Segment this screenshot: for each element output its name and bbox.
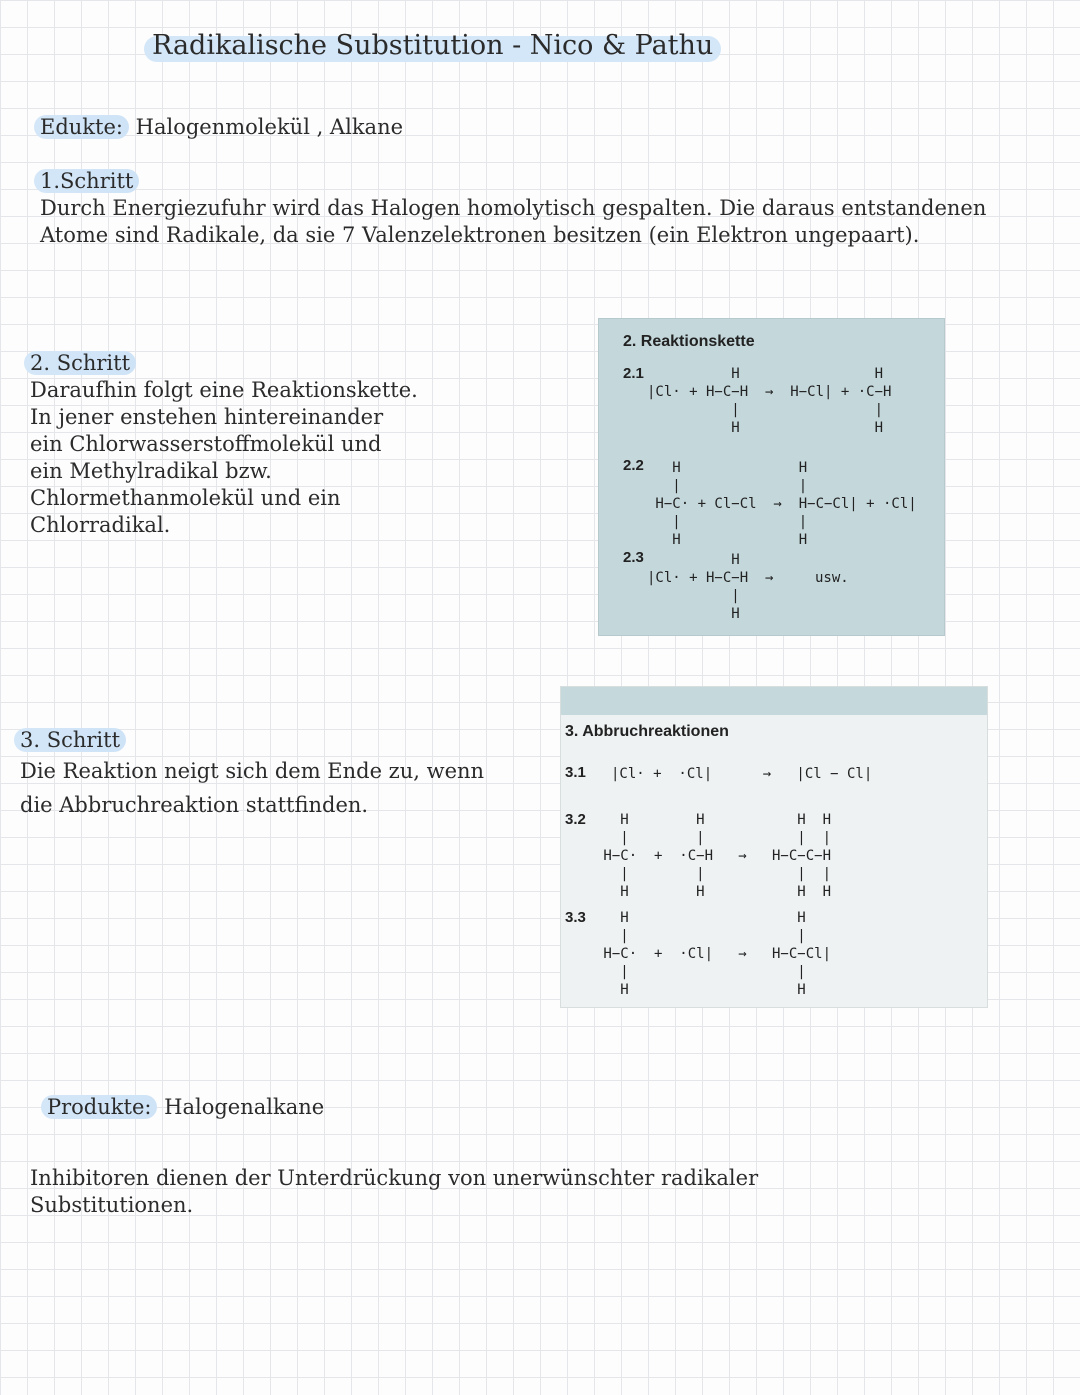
step2-heading: 2. Schritt bbox=[24, 351, 136, 375]
step-number: 3.1 bbox=[565, 764, 586, 781]
step-number: 2.3 bbox=[623, 549, 644, 566]
produkte-line bbox=[47, 1094, 324, 1121]
step2-line: ein Chlorwasserstoffmolekül und bbox=[30, 432, 382, 456]
equation-3-2: H H H H | | | | H−C· + ·C−H → H−C−C−H | | | | H H H H bbox=[603, 812, 832, 900]
usw-text: usw. bbox=[815, 570, 849, 586]
page-title-text: Radikalische Substitution - Nico & Pathu bbox=[152, 30, 714, 61]
step3-block bbox=[20, 727, 550, 822]
step1-block bbox=[40, 168, 1050, 249]
step2-line: ein Methylradikal bzw. bbox=[30, 459, 272, 483]
step-number: 2.2 bbox=[623, 457, 644, 474]
equation-2-2: H H | | H−C· + Cl−Cl → H−C−Cl| + ·Cl| | | H H bbox=[655, 460, 917, 548]
edukte-label: Edukte: bbox=[34, 115, 129, 139]
equation-2-1: H H |Cl· + H−C−H → H−Cl| + ·C−H | | H H bbox=[647, 366, 892, 436]
step1-heading: 1.Schritt bbox=[34, 169, 139, 193]
equation-2-3: H |Cl· + H−C−H → bbox=[647, 552, 774, 586]
equation-3-3: H H | | H−C· + ·Cl| → H−C−Cl| | | H H bbox=[603, 910, 832, 998]
step2-block bbox=[30, 350, 460, 539]
step3-line: die Abbruchreaktion stattfinden. bbox=[20, 793, 369, 817]
edukte-text: Halogenmolekül , Alkane bbox=[135, 115, 404, 139]
equation-3-1: |Cl· + ·Cl| → |Cl − Cl| bbox=[611, 766, 873, 782]
step1-text: Durch Energiezufuhr wird das Halogen homolytisch gespalten. Die daraus entstandenen Atome sind Radikale, da sie 7 Valenzelektronen besitzen (ein Elektron ungepaart). bbox=[40, 196, 987, 247]
reaction-chain-heading: 2. Reaktionskette bbox=[623, 333, 755, 350]
step2-line: In jener enstehen hintereinander bbox=[30, 405, 384, 429]
inhibitoren-line: Inhibitoren dienen der Unterdrückung von unerwünschter radikaler bbox=[30, 1166, 759, 1190]
edukte-line bbox=[40, 114, 403, 141]
produkte-text: Halogenalkane bbox=[164, 1095, 325, 1119]
step3-heading: 3. Schritt bbox=[14, 728, 126, 752]
step-number: 2.1 bbox=[623, 365, 644, 382]
step2-line: Daraufhin folgt eine Reaktionskette. bbox=[30, 378, 418, 402]
inhibitoren-block bbox=[30, 1165, 1030, 1219]
termination-heading: 3. Abbruchreaktionen bbox=[565, 723, 729, 740]
step-number: 3.3 bbox=[565, 909, 586, 926]
inhibitoren-line: Substitutionen. bbox=[30, 1193, 194, 1217]
image-top-strip bbox=[561, 687, 987, 715]
step-number: 3.2 bbox=[565, 811, 586, 828]
produkte-label: Produkte: bbox=[41, 1095, 157, 1119]
equation-2-3-bottom: | H bbox=[731, 588, 740, 622]
step3-line: Die Reaktion neigt sich dem Ende zu, wenn bbox=[20, 759, 485, 783]
page-title bbox=[152, 30, 713, 61]
step2-line: Chlormethanmolekül und ein bbox=[30, 486, 341, 510]
termination-reactions-image bbox=[560, 686, 988, 1008]
reaction-chain-image bbox=[598, 318, 945, 636]
step2-line: Chlorradikal. bbox=[30, 513, 171, 537]
